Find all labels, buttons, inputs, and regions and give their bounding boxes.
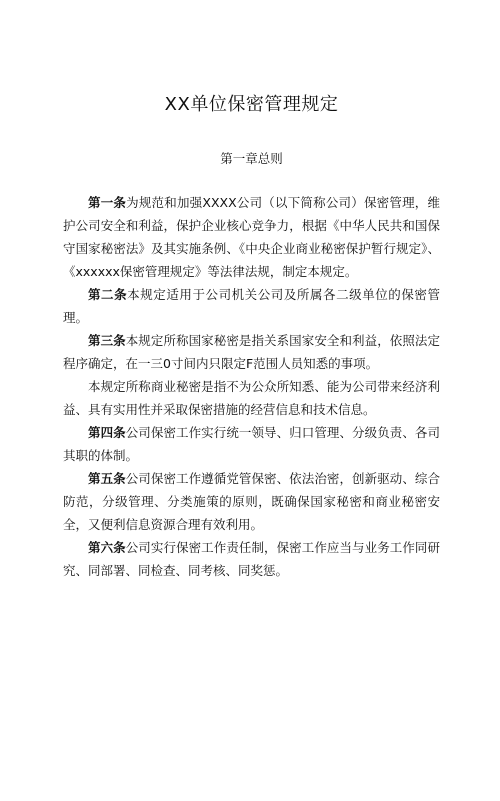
article-1 xyxy=(63,191,440,283)
article-text: 公司实行保密工作责任制，保密工作应当与业务工作同研究、同部署、同检查、同考核、同奖惩。 xyxy=(63,540,440,578)
article-2 xyxy=(63,283,440,329)
article-label: 第一条 xyxy=(88,195,127,210)
article-label: 第六条 xyxy=(88,540,126,555)
article-text: 公司保密工作实行统一领导、归口管理、分级负责、各司其职的体制。 xyxy=(63,425,440,463)
article-3-continued xyxy=(63,375,440,421)
article-4 xyxy=(63,421,440,467)
article-label: 第二条 xyxy=(88,287,128,302)
article-label: 第五条 xyxy=(88,471,126,486)
document-title: XX单位保密管理规定 xyxy=(164,94,339,115)
article-6 xyxy=(63,536,440,582)
chapter-heading: 第一章总则 xyxy=(220,151,283,166)
document-body xyxy=(63,191,440,582)
article-text: 本规定所称商业秘密是指不为公众所知悉、能为公司带来经济利益、具有实用性并采取保密措施的经营信息和技术信息。 xyxy=(63,379,440,417)
document-page xyxy=(0,94,500,801)
article-text: 本规定适用于公司机关公司及所属各二级单位的保密管理。 xyxy=(63,287,440,325)
article-text: 公司保密工作遵循党管保密、依法治密，创新驱动、综合防范，分级管理、分类施策的原则，既确保国家秘密和商业秘密安全，又便利信息资源合理有效利用。 xyxy=(63,471,440,532)
article-3 xyxy=(63,329,440,375)
article-label: 第四条 xyxy=(88,425,126,440)
article-label: 第三条 xyxy=(88,333,126,348)
article-text: 为规范和加强XXXX公司（以下简称公司）保密管理，维护公司安全和利益，保护企业核心竞争力，根据《中华人民共和国保守国家秘密法》及其实施条例、《中央企业商业秘密保护暂行规定》、《xxxxxx保密管理规定》等法律法规，制定本规定。 xyxy=(63,195,440,279)
article-5 xyxy=(63,467,440,536)
article-text: 本规定所称国家秘密是指关系国家安全和利益，依照法定程序确定，在一三0寸间内只限定F范围人员知悉的事项。 xyxy=(63,333,440,371)
